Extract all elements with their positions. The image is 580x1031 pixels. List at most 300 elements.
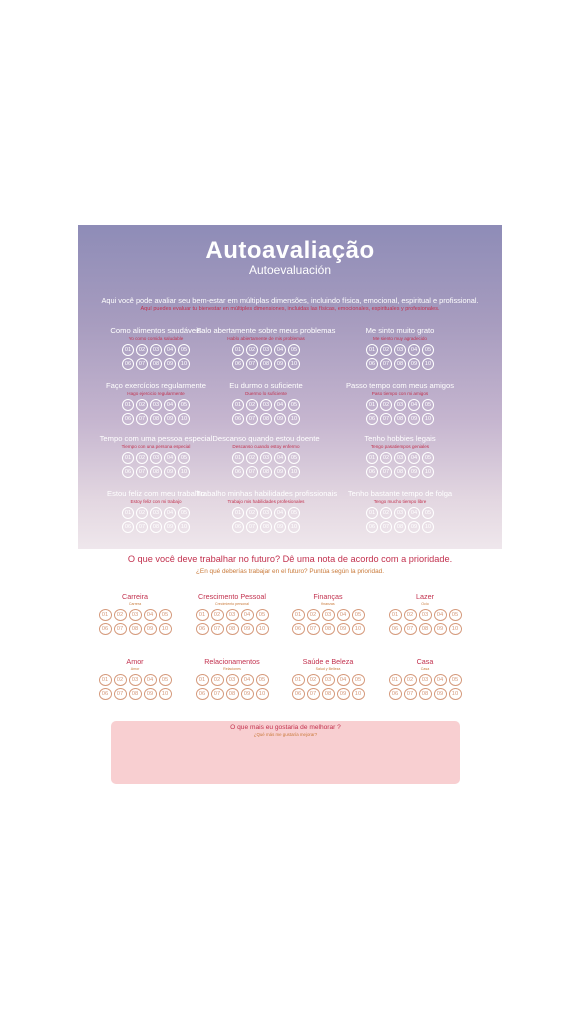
rating-option[interactable]: 03	[394, 452, 406, 464]
priority-item	[85, 657, 185, 700]
assessment-item-label-es: Tiempo con una persona especial	[121, 444, 191, 449]
rating-option[interactable]: 05	[256, 609, 269, 621]
rating-option[interactable]: 09	[241, 623, 254, 635]
rating-row	[99, 688, 172, 700]
rating-row	[232, 521, 300, 533]
priority-item-label-es: Salud y Belleza	[315, 667, 341, 671]
rating-option[interactable]: 07	[380, 413, 392, 425]
rating-option[interactable]: 09	[241, 688, 254, 700]
rating-option[interactable]: 07	[136, 358, 148, 370]
priority-item	[375, 657, 475, 700]
rating-option[interactable]: 07	[307, 688, 320, 700]
assessment-item	[196, 489, 336, 533]
rating-row	[389, 688, 462, 700]
rating-option[interactable]: 02	[246, 344, 258, 356]
assessment-item-label: Trabalho minhas habilidades profissionais	[196, 489, 338, 498]
rating-option[interactable]: 09	[274, 466, 286, 478]
rating-option[interactable]: 08	[419, 623, 432, 635]
rating-scale	[278, 609, 378, 635]
rating-scale	[196, 399, 336, 425]
rating-option[interactable]: 05	[449, 674, 462, 686]
rating-option[interactable]: 05	[422, 399, 434, 411]
rating-option[interactable]: 08	[260, 413, 272, 425]
rating-option[interactable]: 08	[150, 413, 162, 425]
self-assessment-sheet	[78, 225, 502, 737]
assessment-item	[196, 326, 336, 370]
rating-scale	[330, 452, 470, 478]
priority-question-es: ¿En qué deberías trabajar en el futuro? Puntúa según la prioridad.	[196, 568, 384, 575]
rating-option[interactable]: 03	[226, 674, 239, 686]
rating-option[interactable]: 01	[292, 674, 305, 686]
rating-row	[99, 674, 172, 686]
rating-option[interactable]: 04	[408, 452, 420, 464]
rating-option[interactable]: 08	[322, 688, 335, 700]
rating-option[interactable]: 08	[394, 466, 406, 478]
rating-option[interactable]: 02	[380, 452, 392, 464]
rating-option[interactable]: 10	[288, 358, 300, 370]
rating-option[interactable]: 01	[122, 507, 134, 519]
priority-item	[182, 592, 282, 635]
rating-option[interactable]: 07	[211, 623, 224, 635]
rating-option[interactable]: 01	[389, 674, 402, 686]
rating-option[interactable]: 09	[144, 688, 157, 700]
rating-option[interactable]: 08	[260, 466, 272, 478]
assessment-item-label-es: Tengo pasatiempos geniales	[370, 444, 430, 449]
rating-option[interactable]: 05	[256, 674, 269, 686]
rating-scale	[330, 399, 470, 425]
rating-option[interactable]: 02	[136, 344, 148, 356]
rating-scale	[375, 674, 475, 700]
rating-option[interactable]: 02	[307, 609, 320, 621]
assessment-item-label-es: Me siento muy agradecido	[373, 336, 427, 341]
rating-row	[366, 413, 434, 425]
rating-option[interactable]: 07	[380, 358, 392, 370]
rating-option[interactable]: 05	[288, 452, 300, 464]
rating-option[interactable]: 04	[241, 609, 254, 621]
rating-option[interactable]: 03	[226, 609, 239, 621]
rating-option[interactable]: 02	[114, 674, 127, 686]
rating-option[interactable]: 06	[122, 358, 134, 370]
rating-option[interactable]: 06	[389, 688, 402, 700]
rating-option[interactable]: 03	[150, 452, 162, 464]
assessment-item	[196, 434, 336, 478]
assessment-item-label: Falo abertamente sobre meus problemas	[196, 326, 336, 335]
rating-option[interactable]: 07	[246, 466, 258, 478]
rating-option[interactable]: 04	[274, 344, 286, 356]
priority-item	[278, 592, 378, 635]
rating-row	[292, 609, 365, 621]
rating-option[interactable]: 07	[307, 623, 320, 635]
rating-option[interactable]: 03	[260, 452, 272, 464]
assessment-item-label-es: Estoy feliz con mi trabajo	[130, 499, 182, 504]
rating-option[interactable]: 08	[129, 688, 142, 700]
rating-row	[196, 688, 269, 700]
rating-option[interactable]: 01	[232, 399, 244, 411]
rating-option[interactable]: 08	[226, 623, 239, 635]
rating-option[interactable]: 10	[449, 623, 462, 635]
assessment-header-panel	[78, 225, 502, 549]
rating-option[interactable]: 08	[394, 521, 406, 533]
rating-option[interactable]: 07	[136, 466, 148, 478]
rating-option[interactable]: 07	[404, 688, 417, 700]
rating-option[interactable]: 01	[99, 609, 112, 621]
priority-item-label-es: finanzas	[321, 602, 335, 606]
rating-option[interactable]: 06	[292, 688, 305, 700]
priority-item-label-es: Relaciones	[223, 667, 241, 671]
rating-option[interactable]: 08	[150, 466, 162, 478]
rating-option[interactable]: 01	[292, 609, 305, 621]
priority-item-label: Lazer	[416, 592, 434, 601]
rating-row	[292, 688, 365, 700]
assessment-item-label: Tenho hobbies legais	[364, 434, 436, 443]
rating-option[interactable]: 07	[380, 466, 392, 478]
rating-option[interactable]: 02	[246, 507, 258, 519]
rating-option[interactable]: 09	[434, 688, 447, 700]
rating-option[interactable]: 01	[122, 399, 134, 411]
rating-option[interactable]: 06	[196, 688, 209, 700]
rating-option[interactable]: 09	[274, 521, 286, 533]
rating-option[interactable]: 06	[232, 521, 244, 533]
rating-row	[389, 623, 462, 635]
rating-row	[122, 521, 190, 533]
rating-option[interactable]: 05	[178, 452, 190, 464]
assessment-item-label-es: Yo como comida saludable	[128, 336, 184, 341]
rating-option[interactable]: 02	[136, 452, 148, 464]
rating-option[interactable]: 07	[404, 623, 417, 635]
rating-option[interactable]: 03	[150, 399, 162, 411]
rating-option[interactable]: 04	[408, 344, 420, 356]
rating-option[interactable]: 01	[122, 452, 134, 464]
rating-option[interactable]: 05	[288, 399, 300, 411]
improve-box[interactable]	[111, 721, 460, 784]
rating-option[interactable]: 04	[274, 399, 286, 411]
assessment-item-label: Tenho bastante tempo de folga	[347, 489, 453, 498]
rating-option[interactable]: 08	[260, 358, 272, 370]
rating-scale	[182, 609, 282, 635]
rating-option[interactable]: 03	[129, 609, 142, 621]
rating-row	[99, 609, 172, 621]
rating-option[interactable]: 04	[144, 674, 157, 686]
rating-option[interactable]: 06	[122, 521, 134, 533]
rating-option[interactable]: 02	[380, 399, 392, 411]
rating-option[interactable]: 10	[288, 413, 300, 425]
rating-row	[122, 413, 190, 425]
rating-option[interactable]: 03	[260, 344, 272, 356]
rating-option[interactable]: 06	[366, 413, 378, 425]
rating-option[interactable]: 01	[99, 674, 112, 686]
priority-question: O que você deve trabalhar no futuro? Dê uma nota de acordo com a prioridade.	[127, 554, 453, 564]
rating-option[interactable]: 08	[322, 623, 335, 635]
assessment-item-label: Me sinto muito grato	[365, 326, 435, 335]
rating-option[interactable]: 03	[419, 609, 432, 621]
rating-option[interactable]: 02	[404, 674, 417, 686]
rating-row	[292, 623, 365, 635]
rating-row	[366, 507, 434, 519]
rating-option[interactable]: 01	[232, 452, 244, 464]
rating-option[interactable]: 09	[408, 358, 420, 370]
rating-option[interactable]: 04	[164, 399, 176, 411]
rating-option[interactable]: 10	[422, 466, 434, 478]
priority-item	[85, 592, 185, 635]
priority-item	[278, 657, 378, 700]
assessment-item-label-es: Paso tiempo con mi amigos	[371, 391, 429, 396]
rating-option[interactable]: 10	[449, 688, 462, 700]
rating-option[interactable]: 10	[256, 623, 269, 635]
rating-option[interactable]: 03	[419, 674, 432, 686]
rating-option[interactable]: 01	[366, 507, 378, 519]
rating-option[interactable]: 09	[434, 623, 447, 635]
rating-option[interactable]: 02	[211, 609, 224, 621]
rating-scale	[375, 609, 475, 635]
rating-row	[389, 674, 462, 686]
rating-option[interactable]: 09	[164, 358, 176, 370]
rating-option[interactable]: 02	[136, 399, 148, 411]
rating-option[interactable]: 06	[99, 623, 112, 635]
rating-row	[122, 452, 190, 464]
rating-option[interactable]: 06	[196, 623, 209, 635]
rating-option[interactable]: 10	[422, 521, 434, 533]
rating-option[interactable]: 05	[422, 507, 434, 519]
rating-option[interactable]: 10	[422, 413, 434, 425]
assessment-item	[196, 381, 336, 425]
rating-option[interactable]: 05	[159, 674, 172, 686]
priority-item-label-es: Ocio	[421, 602, 429, 606]
assessment-item-label: Estou feliz com meu trabalho	[107, 489, 205, 498]
rating-option[interactable]: 07	[114, 688, 127, 700]
rating-option[interactable]: 04	[164, 507, 176, 519]
rating-option[interactable]: 01	[389, 609, 402, 621]
rating-option[interactable]: 03	[129, 674, 142, 686]
rating-option[interactable]: 10	[288, 466, 300, 478]
rating-option[interactable]: 02	[380, 507, 392, 519]
rating-option[interactable]: 10	[256, 688, 269, 700]
rating-option[interactable]: 06	[99, 688, 112, 700]
rating-option[interactable]: 04	[337, 674, 350, 686]
rating-option[interactable]: 04	[164, 452, 176, 464]
rating-option[interactable]: 10	[288, 521, 300, 533]
rating-option[interactable]: 01	[232, 344, 244, 356]
improve-label-es: ¿Qué más me gustaría mejorar?	[253, 732, 318, 737]
assessment-item-label-es: Descanso cuando estoy enfermo	[232, 444, 300, 449]
rating-option[interactable]: 10	[178, 466, 190, 478]
assessment-item-label-es: Trabajo mis habilidades profesionales	[227, 499, 305, 504]
rating-option[interactable]: 05	[352, 609, 365, 621]
rating-option[interactable]: 07	[211, 688, 224, 700]
assessment-item-label: Faço exercícios regularmente	[105, 381, 207, 390]
rating-scale	[330, 507, 470, 533]
rating-option[interactable]: 01	[196, 674, 209, 686]
rating-scale	[330, 344, 470, 370]
rating-option[interactable]: 05	[352, 674, 365, 686]
priority-item-label: Relacionamentos	[204, 657, 260, 666]
rating-option[interactable]: 01	[196, 609, 209, 621]
rating-option[interactable]: 07	[246, 521, 258, 533]
rating-row	[99, 623, 172, 635]
rating-row	[196, 674, 269, 686]
rating-option[interactable]: 04	[164, 344, 176, 356]
rating-row	[366, 399, 434, 411]
rating-option[interactable]: 04	[434, 674, 447, 686]
rating-option[interactable]: 10	[422, 358, 434, 370]
rating-option[interactable]: 06	[232, 358, 244, 370]
rating-option[interactable]: 04	[274, 507, 286, 519]
rating-option[interactable]: 06	[122, 413, 134, 425]
assessment-item-label: Tempo com uma pessoa especial	[99, 434, 213, 443]
assessment-item	[330, 489, 470, 533]
rating-option[interactable]: 07	[136, 413, 148, 425]
rating-scale	[182, 674, 282, 700]
rating-option[interactable]: 03	[394, 344, 406, 356]
page-subtitle: Autoevaluación	[248, 263, 332, 277]
rating-option[interactable]: 07	[114, 623, 127, 635]
rating-option[interactable]: 02	[136, 507, 148, 519]
rating-option[interactable]: 02	[307, 674, 320, 686]
rating-option[interactable]: 02	[246, 452, 258, 464]
rating-option[interactable]: 07	[380, 521, 392, 533]
rating-option[interactable]: 02	[246, 399, 258, 411]
rating-option[interactable]: 08	[394, 358, 406, 370]
rating-row	[232, 466, 300, 478]
rating-option[interactable]: 10	[178, 413, 190, 425]
rating-option[interactable]: 06	[232, 466, 244, 478]
rating-option[interactable]: 09	[144, 623, 157, 635]
rating-option[interactable]: 04	[274, 452, 286, 464]
rating-option[interactable]: 05	[159, 609, 172, 621]
rating-option[interactable]: 01	[232, 507, 244, 519]
rating-option[interactable]: 04	[434, 609, 447, 621]
rating-option[interactable]: 05	[422, 344, 434, 356]
priority-item-label-es: Casa	[420, 667, 430, 671]
assessment-item	[330, 326, 470, 370]
rating-option[interactable]: 01	[366, 399, 378, 411]
rating-option[interactable]: 05	[422, 452, 434, 464]
rating-option[interactable]: 03	[260, 507, 272, 519]
rating-option[interactable]: 09	[274, 413, 286, 425]
rating-option[interactable]: 04	[241, 674, 254, 686]
rating-option[interactable]: 08	[260, 521, 272, 533]
rating-option[interactable]: 05	[178, 507, 190, 519]
rating-row	[232, 344, 300, 356]
assessment-item	[330, 381, 470, 425]
rating-option[interactable]: 02	[114, 609, 127, 621]
rating-option[interactable]: 09	[164, 466, 176, 478]
rating-option[interactable]: 09	[408, 413, 420, 425]
rating-option[interactable]: 09	[408, 466, 420, 478]
rating-row	[366, 466, 434, 478]
rating-option[interactable]: 08	[150, 358, 162, 370]
rating-row	[366, 358, 434, 370]
rating-option[interactable]: 06	[292, 623, 305, 635]
rating-option[interactable]: 06	[366, 466, 378, 478]
priority-item-label-es: Crecimiento personal	[215, 602, 249, 606]
rating-option[interactable]: 09	[164, 413, 176, 425]
rating-option[interactable]: 10	[178, 358, 190, 370]
rating-option[interactable]: 10	[159, 623, 172, 635]
assessment-item-label: Como alimentos saudáveis	[110, 326, 202, 335]
rating-option[interactable]: 08	[150, 521, 162, 533]
rating-row	[366, 344, 434, 356]
rating-option[interactable]: 09	[164, 521, 176, 533]
rating-option[interactable]: 04	[408, 399, 420, 411]
rating-row	[232, 413, 300, 425]
rating-option[interactable]: 06	[366, 521, 378, 533]
assessment-item-label-es: Tengo mucho tiempo libre	[373, 499, 427, 504]
rating-option[interactable]: 01	[366, 344, 378, 356]
priority-item-label: Casa	[416, 657, 434, 666]
rating-row	[122, 344, 190, 356]
rating-option[interactable]: 05	[178, 399, 190, 411]
rating-option[interactable]: 10	[159, 688, 172, 700]
rating-option[interactable]: 05	[449, 609, 462, 621]
rating-option[interactable]: 10	[178, 521, 190, 533]
rating-option[interactable]: 03	[150, 344, 162, 356]
rating-option[interactable]: 08	[419, 688, 432, 700]
priority-item	[375, 592, 475, 635]
rating-row	[232, 507, 300, 519]
rating-option[interactable]: 08	[129, 623, 142, 635]
rating-option[interactable]: 10	[352, 688, 365, 700]
assessment-item-label: Descanso quando estou doente	[212, 434, 320, 443]
rating-option[interactable]: 08	[226, 688, 239, 700]
priority-item-label: Crescimento Pessoal	[198, 592, 266, 601]
rating-option[interactable]: 09	[274, 358, 286, 370]
rating-option[interactable]: 02	[380, 344, 392, 356]
rating-option[interactable]: 07	[136, 521, 148, 533]
rating-option[interactable]: 07	[246, 413, 258, 425]
priority-item-label: Carreira	[122, 592, 148, 601]
rating-option[interactable]: 03	[260, 399, 272, 411]
rating-option[interactable]: 09	[337, 623, 350, 635]
rating-option[interactable]: 09	[337, 688, 350, 700]
priority-item-label: Saúde e Beleza	[302, 657, 354, 666]
rating-row	[232, 452, 300, 464]
rating-option[interactable]: 06	[232, 413, 244, 425]
intro-text-es: Aquí puedes evaluar tu bienestar en múltiples dimensiones, incluidas las físicas, emocionales, espirituales y profesionales.	[140, 306, 440, 312]
rating-option[interactable]: 10	[352, 623, 365, 635]
rating-option[interactable]: 04	[144, 609, 157, 621]
rating-option[interactable]: 03	[322, 609, 335, 621]
rating-option[interactable]: 05	[288, 507, 300, 519]
rating-option[interactable]: 01	[122, 344, 134, 356]
rating-option[interactable]: 01	[366, 452, 378, 464]
rating-option[interactable]: 04	[408, 507, 420, 519]
rating-option[interactable]: 02	[211, 674, 224, 686]
rating-scale	[85, 609, 185, 635]
rating-option[interactable]: 06	[389, 623, 402, 635]
intro-text: Aqui você pode avaliar seu bem-estar em múltiplas dimensões, incluindo física, emocional, espiritual e profissional.	[101, 296, 479, 305]
rating-row	[122, 399, 190, 411]
assessment-item	[330, 434, 470, 478]
rating-option[interactable]: 06	[366, 358, 378, 370]
rating-option[interactable]: 08	[394, 413, 406, 425]
rating-option[interactable]: 09	[408, 521, 420, 533]
rating-option[interactable]: 06	[122, 466, 134, 478]
priority-item-label: Finanças	[313, 592, 343, 601]
rating-option[interactable]: 03	[150, 507, 162, 519]
rating-option[interactable]: 05	[178, 344, 190, 356]
rating-option[interactable]: 03	[394, 507, 406, 519]
priority-item	[182, 657, 282, 700]
rating-option[interactable]: 02	[404, 609, 417, 621]
rating-option[interactable]: 07	[246, 358, 258, 370]
rating-option[interactable]: 05	[288, 344, 300, 356]
rating-option[interactable]: 03	[394, 399, 406, 411]
priority-item-label-es: Amor	[130, 667, 140, 671]
rating-row	[196, 609, 269, 621]
rating-option[interactable]: 04	[337, 609, 350, 621]
rating-option[interactable]: 03	[322, 674, 335, 686]
rating-scale	[196, 507, 336, 533]
